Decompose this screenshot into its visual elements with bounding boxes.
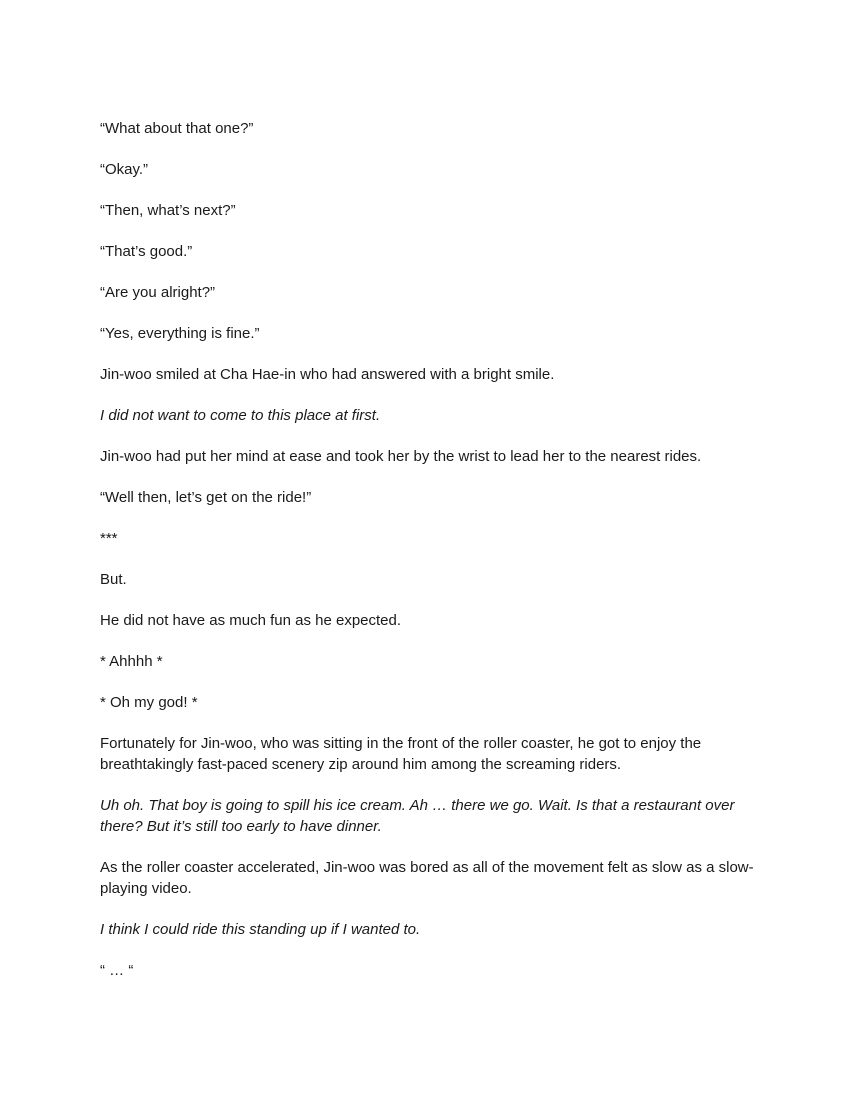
dialogue-line: “Then, what’s next?” xyxy=(100,202,236,219)
inner-thought: I think I could ride this standing up if I wanted to. xyxy=(100,921,421,938)
dialogue-line: “ … “ xyxy=(100,962,134,979)
inner-thought: I did not want to come to this place at first. xyxy=(100,407,381,424)
narration-paragraph: Fortunately for Jin-woo, who was sitting in the front of the roller coaster, he got to enjoy the breathtakingly fast-paced scenery zip around him among the screaming riders. xyxy=(100,735,702,773)
narration-paragraph: Jin-woo had put her mind at ease and took her by the wrist to lead her to the nearest rides. xyxy=(100,448,702,465)
narration-paragraph: But. xyxy=(100,571,127,588)
inner-thought: Uh oh. That boy is going to spill his ice cream. Ah … there we go. Wait. Is that a restaurant over there? But it’s still too early to have dinner. xyxy=(100,797,735,835)
dialogue-line: “That’s good.” xyxy=(100,243,193,260)
narration-paragraph: As the roller coaster accelerated, Jin-woo was bored as all of the movement felt as slow as a slow-playing video. xyxy=(100,859,754,897)
dialogue-line: “Are you alright?” xyxy=(100,284,216,301)
sound-effect: * Ahhhh * xyxy=(100,653,163,670)
dialogue-line: “What about that one?” xyxy=(100,120,254,137)
narration-paragraph: He did not have as much fun as he expected. xyxy=(100,612,402,629)
document-body xyxy=(100,118,755,1001)
dialogue-line: “Yes, everything is fine.” xyxy=(100,325,260,342)
narration-paragraph: Jin-woo smiled at Cha Hae-in who had answered with a bright smile. xyxy=(100,366,555,383)
dialogue-line: “Well then, let’s get on the ride!” xyxy=(100,489,312,506)
scene-break: *** xyxy=(100,530,118,547)
sound-effect: * Oh my god! * xyxy=(100,694,198,711)
dialogue-line: “Okay.” xyxy=(100,161,149,178)
